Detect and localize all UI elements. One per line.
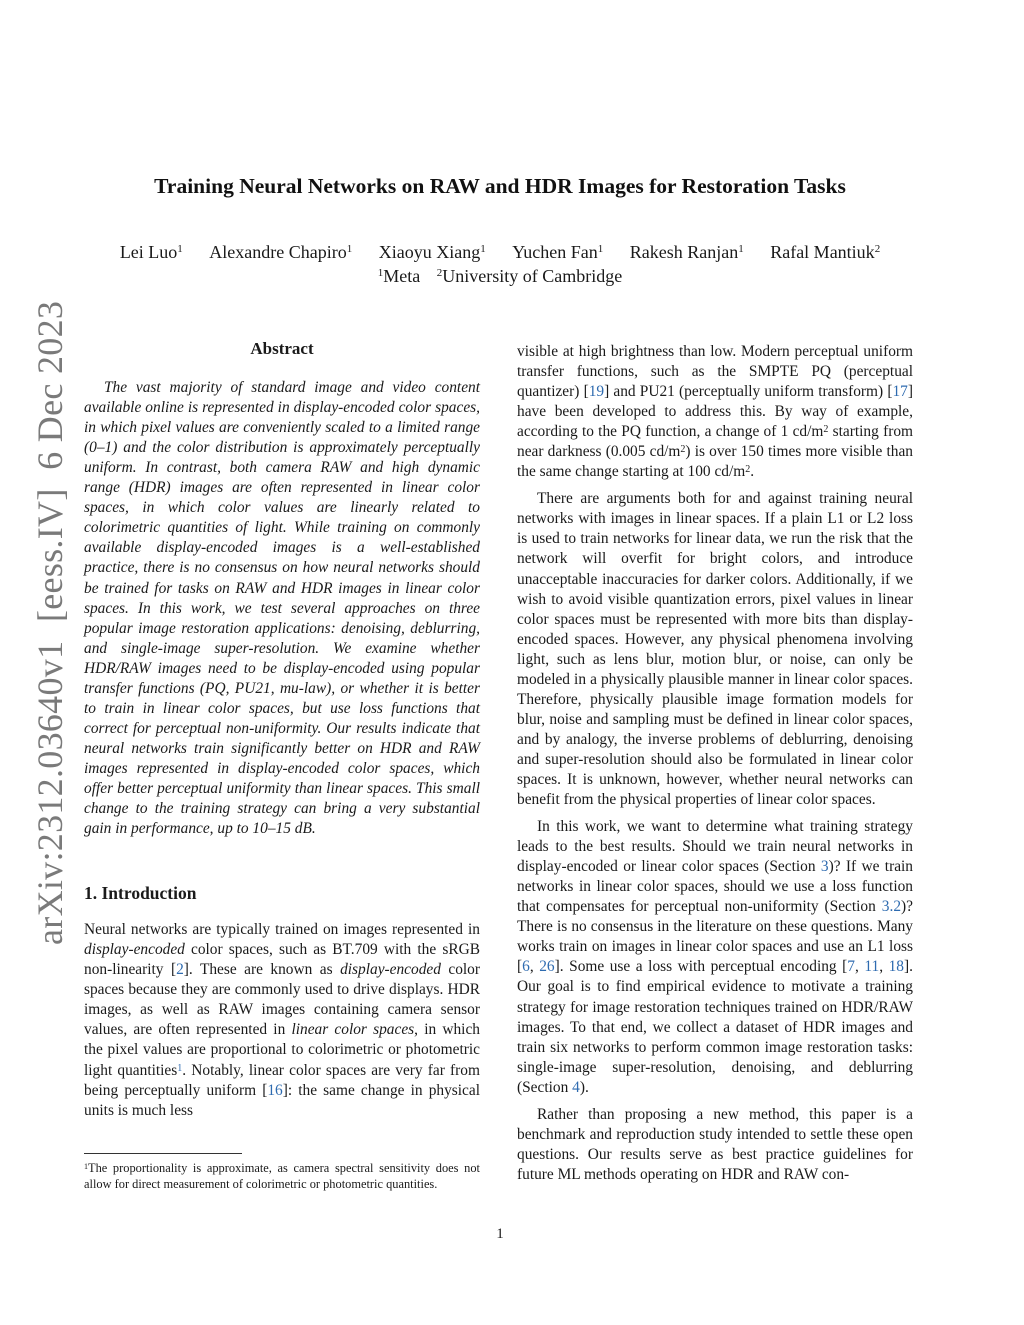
- citation-link[interactable]: 6: [522, 958, 530, 976]
- abstract-heading: Abstract: [250, 339, 314, 358]
- citation-link[interactable]: 7: [847, 958, 855, 976]
- citation-link[interactable]: 17: [892, 383, 908, 401]
- citation-link[interactable]: 16: [267, 1081, 283, 1099]
- citation-link[interactable]: 11: [864, 958, 880, 976]
- citation-link[interactable]: 19: [588, 383, 605, 401]
- left-column: [84, 339, 480, 1121]
- page-number: 1: [496, 1226, 504, 1242]
- intro-paragraph: Rather than proposing a new method, this paper is a benchmark and reproduction study intended to settle these open questions. Our results serve as best practice guidelines for future ML methods operating on HDR and RAW con-: [517, 1105, 913, 1183]
- citation-link[interactable]: 2: [176, 961, 184, 979]
- author: Lei Luo$^1$: [119, 242, 183, 262]
- intro-paragraph: Neural networks are typically trained on images represented in display-encoded color spaces, such as BT.709 with the sRGB non-linearity [2]. These are known as display-encoded color spaces because they are commonly used to drive displays. HDR images, as well as RAW images containing camera sensor values, are often represented in linear color spaces, in which the pixel values are proportional to colorimetric or photometric light quantities$^1$. Notably, linear color spaces are very far from being perceptually uniform [16]: the same change in physical units is much less: [84, 921, 481, 1119]
- affiliation: $^1$Meta: [377, 266, 421, 286]
- affiliation-list: [0, 264, 1000, 288]
- section-heading-introduction: 1. Introduction: [84, 883, 197, 904]
- section-link[interactable]: 3.2: [881, 898, 902, 916]
- author-list: [0, 240, 1000, 264]
- citation-link[interactable]: 26: [539, 958, 555, 976]
- author: Alexandre Chapiro$^1$: [209, 242, 353, 262]
- section-link[interactable]: 4: [572, 1078, 580, 1096]
- affiliation: $^2$University of Cambridge: [436, 266, 623, 286]
- right-column: [517, 342, 913, 1185]
- author: Rakesh Ranjan$^1$: [629, 242, 744, 262]
- author: Yuchen Fan$^1$: [512, 242, 604, 262]
- intro-paragraph: In this work, we want to determine what training strategy leads to the best results. Should we train neural networks in display-encoded or linear color spaces (Section 3)? If we train networks in linear color spaces, should we use a loss function that compensates for perceptual non-uniformity (Section 3.2)? There is no consensus in the literature on these questions. Many works train on images in linear color spaces and use an L1 loss [6, 26]. Some use a loss with perceptual encoding [7, 11, 18]. Our goal is to find empirical evidence to motivate a training strategy for image restoration techniques trained on HDR/RAW images. To that end, we collect a dataset of HDR images and train six networks to perform common image restoration tasks: single-image super-resolution, denoising, and deblurring (Section 4).: [517, 818, 913, 1096]
- footnote: $^1$The proportionality is approximate, as camera spectral sensitivity does not allow for direct measurement of colorimetric or photometric quantities.: [84, 1161, 480, 1191]
- footnote-divider: [84, 1153, 242, 1154]
- author: Rafal Mantiuk$^2$: [770, 242, 881, 262]
- arxiv-identifier-stamp: arXiv:2312.03640v1 [eess.IV] 6 Dec 2023: [30, 300, 70, 945]
- intro-paragraph: There are arguments both for and against training neural networks with images in linear spaces. If a plain L1 or L2 loss is used to train networks for linear data, we run the risk that the network will overfit for bright colors, and introduce unacceptable inaccuracies for darker colors. Additionally, if we wish to avoid visible quantization errors, pixel values in linear color spaces must be represented with more bits than display-encoded spaces. However, any physical phenomena involving light, such as lens blur, motion blur, or noise, can only be modeled in a physically plausible manner in linear color spaces. Therefore, physically plausible image formation models for blur, noise and sampling must be defined in linear color spaces, and by analogy, the inverse problems of deblurring, denoising and super-resolution should also be formulated in linear color spaces. It is unknown, however, whether neural networks can benefit from the physical properties of linear color spaces.: [517, 490, 913, 809]
- abstract-text: The vast majority of standard image and video content available online is represented in display-encoded color spaces, in which pixel values are conveniently scaled to a limited range (0–1) and the color distribution is approximately perceptually uniform. In contrast, both camera RAW and high dynamic range (HDR) images are often represented in linear color spaces, in which color values are linearly related to colorimetric quantities of light. While training on commonly available display-encoded images is a well-established practice, there is no consensus on how neural networks should be trained for tasks on RAW and HDR images in linear color spaces. In this work, we test several approaches on three popular image restoration applications: denoising, deblurring, and single-image super-resolution. We examine whether HDR/RAW images need to be display-encoded using popular transfer functions (PQ, PU21, mu-law), or whether it is better to train in linear color spaces, but use loss functions that correct for perceptual non-uniformity. Our results indicate that neural networks train significantly better on HDR and RAW images represented in display-encoded color spaces, which offer better perceptual uniformity than linear spaces. This small change to the training strategy can bring a very substantial gain in performance, up to 10–15 dB.: [84, 379, 480, 838]
- footnote-link[interactable]: 1: [177, 1062, 183, 1074]
- author: Xiaoyu Xiang$^1$: [378, 242, 486, 262]
- section-link[interactable]: 3: [820, 858, 829, 876]
- paper-title: Training Neural Networks on RAW and HDR Images for Restoration Tasks: [154, 174, 846, 198]
- citation-link[interactable]: 18: [888, 958, 904, 976]
- intro-paragraph: visible at high brightness than low. Modern perceptual uniform transfer functions, such as the SMPTE PQ (perceptual quantizer) [19] and PU21 (perceptually uniform transform) [17] have been developed to address this. By way of example, according to the PQ function, a change of 1 $cd/m^2$ starting from near darkness (0.005 $cd/m^2$) is over 150 times more visible than the same change starting at 100 $cd/m^2$.: [517, 343, 913, 481]
